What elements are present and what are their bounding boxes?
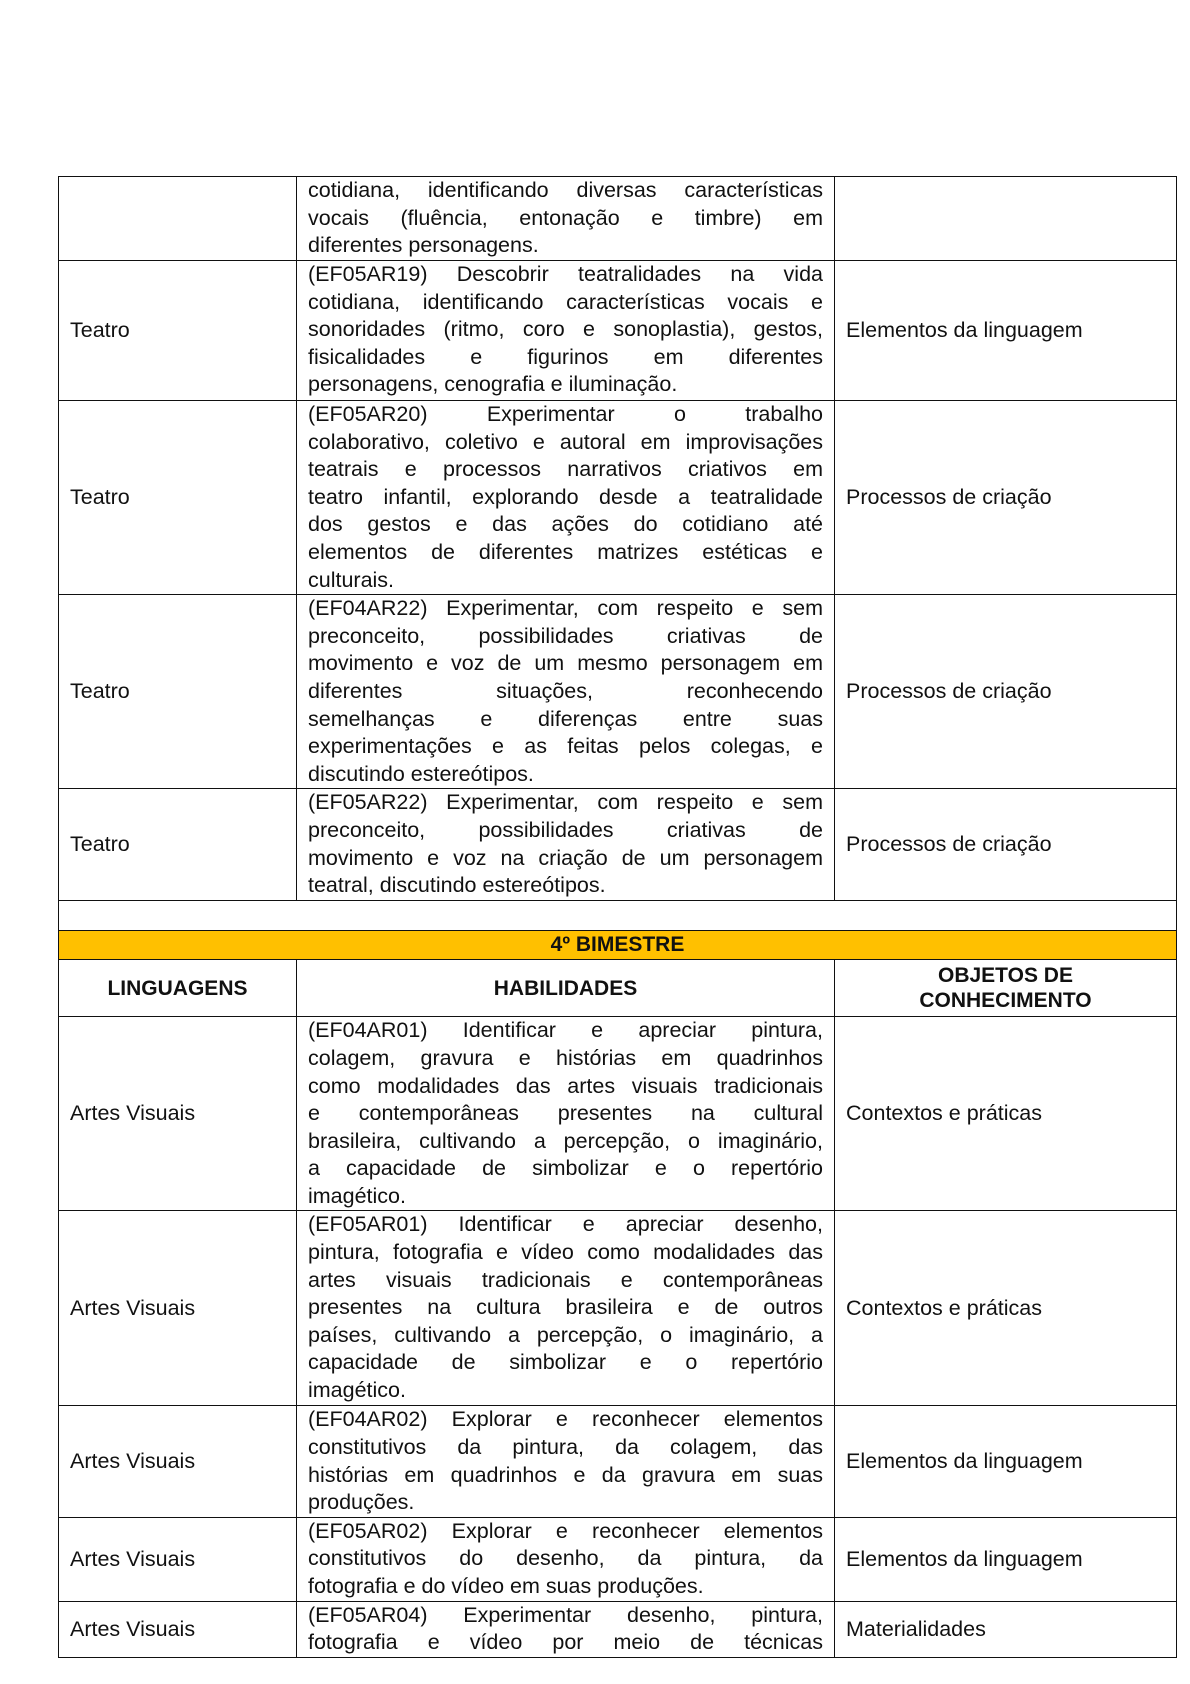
header-row [59, 960, 1177, 1017]
objeto-cell: Materialidades [835, 1601, 1177, 1657]
habilidade-cell [297, 1017, 835, 1211]
habilidade-line: teatro infantil, explorando desde a teatralidade [308, 484, 823, 509]
habilidade-line: movimento e voz de um mesmo personagem em [308, 651, 823, 676]
linguagem-cell: Artes Visuais [59, 1601, 297, 1657]
habilidade-line: sonoridades (ritmo, coro e sonoplastia), gestos, [308, 317, 823, 342]
curriculum-table [58, 176, 1177, 1658]
habilidade-line: pintura, fotografia e vídeo como modalidades das [308, 1240, 823, 1265]
habilidade-line: (EF04AR01) Identificar e apreciar pintura, [308, 1018, 823, 1043]
objeto-cell: Contextos e práticas [835, 1017, 1177, 1211]
linguagem-cell: Teatro [59, 261, 297, 401]
spacer-row [59, 901, 1177, 931]
table-body-4th-bimester [59, 901, 1177, 1017]
habilidade-line: brasileira, cultivando a percepção, o imaginário, [308, 1128, 823, 1153]
table-row [59, 401, 1177, 595]
habilidade-line: colaborativo, coletivo e autoral em improvisações [308, 429, 823, 454]
table-row [59, 261, 1177, 401]
objeto-cell: Processos de criação [835, 595, 1177, 789]
objeto-cell: Elementos da linguagem [835, 261, 1177, 401]
habilidade-cell [297, 789, 835, 901]
habilidade-line: cotidiana, identificando características vocais e [308, 289, 823, 314]
habilidade-line: países, cultivando a percepção, o imaginário, a [308, 1322, 823, 1347]
habilidade-line: (EF05AR01) Identificar e apreciar desenho, [308, 1212, 823, 1237]
header-linguagens: LINGUAGENS [59, 960, 297, 1017]
header-objetos: OBJETOS DE CONHECIMENTO [835, 960, 1177, 1017]
habilidade-line: diferentes situações, reconhecendo [308, 678, 823, 703]
habilidade-line: (EF04AR02) Explorar e reconhecer elementos [308, 1407, 823, 1432]
objeto-cell: Contextos e práticas [835, 1211, 1177, 1406]
habilidade-cell [297, 1601, 835, 1657]
habilidade-line: discutindo estereótipos. [308, 761, 534, 786]
habilidade-line: dos gestos e das ações do cotidiano até [308, 512, 823, 537]
habilidade-line: (EF05AR04) Experimentar desenho, pintura, [308, 1602, 823, 1627]
table-row [59, 595, 1177, 789]
objeto-cell: Elementos da linguagem [835, 1517, 1177, 1601]
table-row [59, 177, 1177, 261]
habilidade-line: (EF04AR22) Experimentar, com respeito e sem [308, 596, 823, 621]
habilidade-line: movimento e voz na criação de um personagem [308, 845, 823, 870]
habilidade-line: imagético. [308, 1183, 406, 1208]
habilidade-line: diferentes personagens. [308, 233, 539, 258]
habilidade-cell [297, 261, 835, 401]
habilidade-line: constitutivos da pintura, da colagem, das [308, 1435, 823, 1460]
objeto-cell: Elementos da linguagem [835, 1406, 1177, 1517]
habilidade-cell [297, 595, 835, 789]
habilidade-line: teatral, discutindo estereótipos. [308, 873, 606, 898]
table-row [59, 1017, 1177, 1211]
objeto-cell: Processos de criação [835, 789, 1177, 901]
spacer-cell [59, 901, 1177, 931]
objeto-cell [835, 177, 1177, 261]
habilidade-line: como modalidades das artes visuais tradicionais [308, 1073, 823, 1098]
habilidade-line: (EF05AR22) Experimentar, com respeito e sem [308, 790, 823, 815]
habilidade-line: personagens, cenografia e iluminação. [308, 372, 678, 397]
habilidade-line: elementos de diferentes matrizes estéticas e [308, 539, 823, 564]
habilidade-cell [297, 401, 835, 595]
habilidade-line: culturais. [308, 567, 395, 592]
linguagem-cell: Teatro [59, 595, 297, 789]
objeto-cell: Processos de criação [835, 401, 1177, 595]
table-row [59, 789, 1177, 901]
habilidade-line: artes visuais tradicionais e contemporâneas [308, 1267, 823, 1292]
table-row [59, 1406, 1177, 1517]
habilidade-line: preconceito, possibilidades criativas de [308, 817, 823, 842]
habilidade-line: vocais (fluência, entonação e timbre) em [308, 205, 823, 230]
linguagem-cell: Artes Visuais [59, 1517, 297, 1601]
table-body-4th-rows [59, 1017, 1177, 1658]
habilidade-line: a capacidade de simbolizar e o repertório [308, 1156, 823, 1181]
linguagem-cell [59, 177, 297, 261]
bimester-row [59, 931, 1177, 960]
table-row [59, 1211, 1177, 1406]
habilidade-line: (EF05AR19) Descobrir teatralidades na vida [308, 262, 823, 286]
habilidade-line: fotografia e do vídeo em suas produções. [308, 1574, 704, 1599]
linguagem-cell: Artes Visuais [59, 1017, 297, 1211]
linguagem-cell: Teatro [59, 789, 297, 901]
habilidade-line: semelhanças e diferenças entre suas [308, 706, 823, 731]
linguagem-cell: Teatro [59, 401, 297, 595]
linguagem-cell: Artes Visuais [59, 1406, 297, 1517]
linguagem-cell: Artes Visuais [59, 1211, 297, 1406]
habilidade-line: capacidade de simbolizar e o repertório [308, 1350, 823, 1375]
table-body-previous [59, 177, 1177, 901]
habilidade-line: experimentações e as feitas pelos colegas, e [308, 734, 823, 759]
habilidade-cell [297, 1517, 835, 1601]
habilidade-line: fotografia e vídeo por meio de técnicas [308, 1630, 823, 1655]
bimester-title: 4º BIMESTRE [59, 931, 1177, 960]
header-habilidades: HABILIDADES [297, 960, 835, 1017]
habilidade-line: cotidiana, identificando diversas características [308, 178, 823, 202]
habilidade-line: teatrais e processos narrativos criativos em [308, 457, 823, 482]
habilidade-cell [297, 177, 835, 261]
habilidade-line: (EF05AR20) Experimentar o trabalho [308, 402, 823, 426]
habilidade-cell [297, 1406, 835, 1517]
table-row [59, 1601, 1177, 1657]
habilidade-line: e contemporâneas presentes na cultural [308, 1101, 823, 1126]
habilidade-line: histórias em quadrinhos e da gravura em suas [308, 1462, 823, 1487]
habilidade-line: (EF05AR02) Explorar e reconhecer elementos [308, 1518, 823, 1543]
habilidade-line: colagem, gravura e histórias em quadrinhos [308, 1045, 823, 1070]
habilidade-line: produções. [308, 1490, 415, 1515]
habilidade-line: fisicalidades e figurinos em diferentes [308, 344, 823, 369]
table-row [59, 1517, 1177, 1601]
habilidade-line: imagético. [308, 1378, 406, 1403]
habilidade-line: constitutivos do desenho, da pintura, da [308, 1546, 823, 1571]
habilidade-cell [297, 1211, 835, 1406]
habilidade-line: presentes na cultura brasileira e de outros [308, 1295, 823, 1320]
habilidade-line: preconceito, possibilidades criativas de [308, 623, 823, 648]
